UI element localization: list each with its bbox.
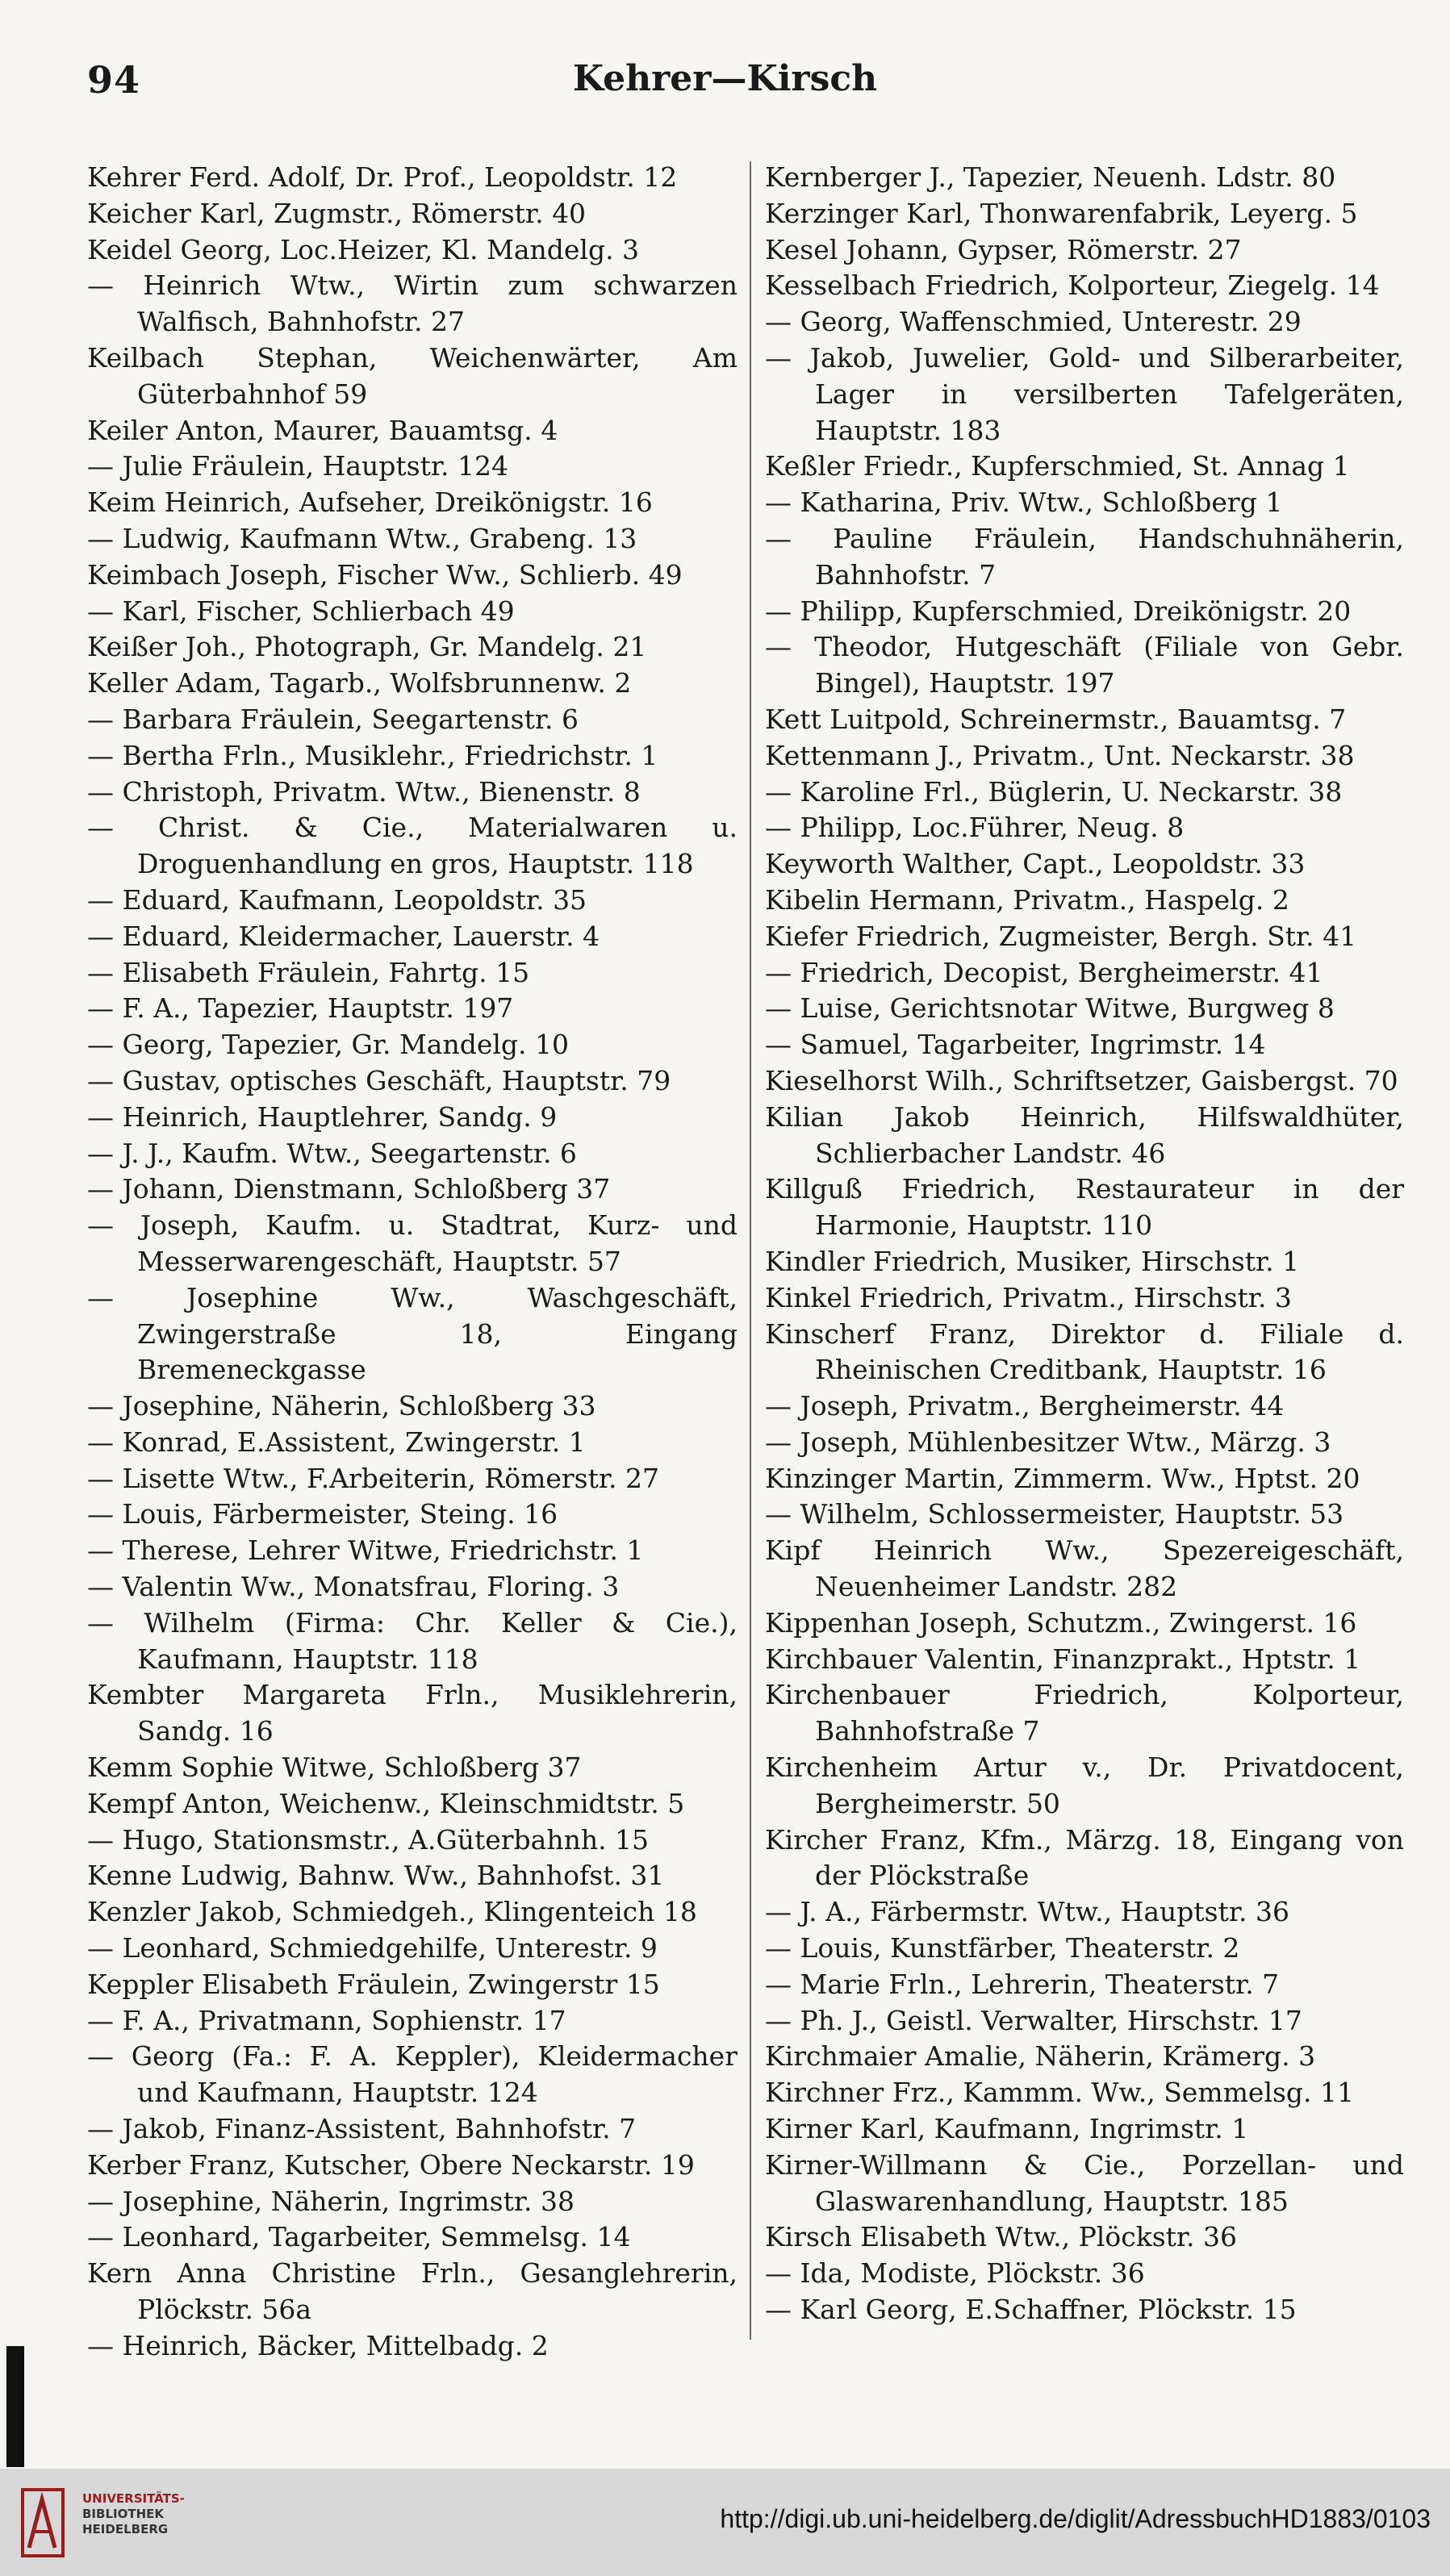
directory-entry: — Elisabeth Fräulein, Fahrtg. 15 — [87, 956, 530, 988]
directory-entry: — Marie Frln., Lehrerin, Theaterstr. 7 — [765, 1968, 1280, 2000]
directory-entry: Kirchmaier Amalie, Näherin, Krämerg. 3 — [765, 2040, 1316, 2073]
directory-entry: — Heinrich Wtw., Wirtin zum schwarzen Walfisch, Bahnhofstr. 27 — [87, 269, 738, 338]
directory-entry: — Wilhelm (Firma: Chr. Keller & Cie.), Kaufmann, Hauptstr. 118 — [87, 1606, 738, 1675]
directory-entry: — Heinrich, Bäcker, Mittelbadg. 2 — [87, 2329, 549, 2361]
directory-entry: Kirchner Frz., Kammm. Ww., Semmelsg. 11 — [765, 2077, 1355, 2109]
directory-entry: — Philipp, Loc.Führer, Neug. 8 — [765, 812, 1185, 844]
directory-entry: Keim Heinrich, Aufseher, Dreikönigstr. 16 — [87, 486, 653, 519]
directory-entry: — Christ. & Cie., Materialwaren u. Droguenhandlung en gros, Hauptstr. 118 — [87, 812, 738, 880]
directory-entry: Kehrer Ferd. Adolf, Dr. Prof., Leopoldstr. 12 — [87, 161, 678, 193]
directory-entry: — Ludwig, Kaufmann Wtw., Grabeng. 13 — [87, 522, 637, 554]
directory-entry: — Therese, Lehrer Witwe, Friedrichstr. 1 — [87, 1534, 644, 1567]
directory-entry: Kirner Karl, Kaufmann, Ingrimstr. 1 — [765, 2113, 1249, 2145]
directory-entry: — Wilhelm, Schlossermeister, Hauptstr. 53 — [765, 1498, 1344, 1530]
directory-entry: — Georg (Fa.: F. A. Keppler), Kleidermacher und Kaufmann, Hauptstr. 124 — [87, 2040, 738, 2109]
directory-entry: Kirchenbauer Friedrich, Kolporteur, Bahnhofstraße 7 — [765, 1679, 1404, 1747]
directory-entry: Keimbach Joseph, Fischer Ww., Schlierb. 49 — [87, 558, 683, 591]
directory-entry: — Eduard, Kleidermacher, Lauerstr. 4 — [87, 920, 600, 952]
directory-entry: — Pauline Fräulein, Handschuhnäherin, Bahnhofstr. 7 — [765, 522, 1404, 591]
directory-entry: — Josephine Ww., Waschgeschäft, Zwingerstraße 18, Eingang Bremeneckgasse — [87, 1281, 738, 1386]
directory-entry: Keicher Karl, Zugmstr., Römerstr. 40 — [87, 197, 587, 229]
page-number: 94 — [87, 58, 141, 102]
directory-entry: Kernberger J., Tapezier, Neuenh. Ldstr. 80 — [765, 161, 1336, 193]
page-header — [0, 58, 1450, 115]
directory-entry: — Louis, Färbermeister, Steing. 16 — [87, 1498, 558, 1530]
directory-entry: Kemm Sophie Witwe, Schloßberg 37 — [87, 1751, 582, 1784]
directory-entry: — Johann, Dienstmann, Schloßberg 37 — [87, 1173, 611, 1205]
directory-entry: Kilian Jakob Heinrich, Hilfswaldhüter, Schlierbacher Landstr. 46 — [765, 1100, 1404, 1169]
directory-entry: — J. A., Färbermstr. Wtw., Hauptstr. 36 — [765, 1896, 1289, 1928]
directory-entry: — Karoline Frl., Büglerin, U. Neckarstr. 38 — [765, 775, 1343, 808]
directory-entry: — Gustav, optisches Geschäft, Hauptstr. 79 — [87, 1064, 671, 1096]
directory-entry: Keißer Joh., Photograph, Gr. Mandelg. 21 — [87, 631, 647, 663]
directory-entry: Kirner-Willmann & Cie., Porzellan- und Glaswarenhandlung, Hauptstr. 185 — [765, 2148, 1404, 2217]
directory-entry: Kenzler Jakob, Schmiedgeh., Klingenteich 18 — [87, 1896, 697, 1928]
directory-entry: Keiler Anton, Maurer, Bauamtsg. 4 — [87, 414, 558, 446]
directory-entry: — Katharina, Priv. Wtw., Schloßberg 1 — [765, 486, 1283, 519]
university-seal-icon — [18, 2483, 74, 2562]
directory-entry: Kesselbach Friedrich, Kolporteur, Ziegelg. 14 — [765, 269, 1380, 302]
directory-entry: Kenne Ludwig, Bahnw. Ww., Bahnhofst. 31 — [87, 1860, 665, 1892]
directory-entry: Kirchbauer Valentin, Finanzprakt., Hptstr. 1 — [765, 1643, 1361, 1675]
directory-entry: — Heinrich, Hauptlehrer, Sandg. 9 — [87, 1100, 558, 1133]
directory-entry: — Theodor, Hutgeschäft (Filiale von Gebr. Bingel), Hauptstr. 197 — [765, 631, 1404, 699]
directory-entry: Kerzinger Karl, Thonwarenfabrik, Leyerg. 5 — [765, 197, 1358, 229]
directory-entry: — Ph. J., Geistl. Verwalter, Hirschstr. 17 — [765, 2004, 1302, 2036]
directory-entry: — Georg, Tapezier, Gr. Mandelg. 10 — [87, 1029, 570, 1061]
directory-entry: Kempf Anton, Weichenw., Kleinschmidtstr. 5 — [87, 1787, 685, 1819]
margin-mark — [6, 2346, 24, 2467]
directory-entry: Killguß Friedrich, Restaurateur in der Harmonie, Hauptstr. 110 — [765, 1173, 1404, 1242]
directory-entry: Kirchenheim Artur v., Dr. Privatdocent, Bergheimerstr. 50 — [765, 1751, 1404, 1819]
directory-entry: Kirsch Elisabeth Wtw., Plöckstr. 36 — [765, 2221, 1238, 2253]
directory-entry: — Konrad, E.Assistent, Zwingerstr. 1 — [87, 1426, 586, 1458]
directory-entry: Kern Anna Christine Frln., Gesanglehrerin, Plöckstr. 56a — [87, 2257, 738, 2326]
directory-entry: Kembter Margareta Frln., Musiklehrerin, Sandg. 16 — [87, 1679, 738, 1747]
directory-entry: — Ida, Modiste, Plöckstr. 36 — [765, 2257, 1145, 2290]
directory-entry: Kinzinger Martin, Zimmerm. Ww., Hptst. 20 — [765, 1462, 1360, 1494]
directory-entry: — Louis, Kunstfärber, Theaterstr. 2 — [765, 1932, 1240, 1964]
directory-entry: Kinscherf Franz, Direktor d. Filiale d. Rheinischen Creditbank, Hauptstr. 16 — [765, 1317, 1404, 1386]
running-head: Kehrer—Kirsch — [572, 58, 878, 99]
library-name: UNIVERSITÄTS- BIBLIOTHEK HEIDELBERG — [82, 2491, 185, 2536]
directory-entry: — Friedrich, Decopist, Bergheimerstr. 41 — [765, 956, 1323, 988]
directory-entry: — F. A., Privatmann, Sophienstr. 17 — [87, 2004, 566, 2036]
directory-entry: — Joseph, Mühlenbesitzer Wtw., Märzg. 3 — [765, 1426, 1331, 1458]
directory-entry: — Samuel, Tagarbeiter, Ingrimstr. 14 — [765, 1029, 1266, 1061]
directory-entry: Kerber Franz, Kutscher, Obere Neckarstr. 19 — [87, 2148, 695, 2181]
directory-entry: Kipf Heinrich Ww., Spezereigeschäft, Neuenheimer Landstr. 282 — [765, 1534, 1404, 1603]
directory-entry: — Hugo, Stationsmstr., A.Güterbahnh. 15 — [87, 1823, 650, 1856]
directory-entry: Kiefer Friedrich, Zugmeister, Bergh. Str. 41 — [765, 920, 1357, 952]
directory-entry: — Valentin Ww., Monatsfrau, Floring. 3 — [87, 1571, 620, 1603]
directory-entry: — Leonhard, Schmiedgehilfe, Unterestr. 9 — [87, 1932, 658, 1964]
directory-entry: Keidel Georg, Loc.Heizer, Kl. Mandelg. 3 — [87, 233, 640, 265]
directory-entry: — Georg, Waffenschmied, Unterestr. 29 — [765, 306, 1302, 338]
directory-entry: — Philipp, Kupferschmied, Dreikönigstr. 20 — [765, 595, 1352, 627]
directory-entry: Kesel Johann, Gypser, Römerstr. 27 — [765, 233, 1242, 265]
viewer-footer — [0, 2469, 1450, 2576]
directory-entry: — Barbara Fräulein, Seegartenstr. 6 — [87, 703, 579, 735]
directory-entry: — Joseph, Privatm., Bergheimerstr. 44 — [765, 1390, 1285, 1422]
directory-entry: Kett Luitpold, Schreinermstr., Bauamtsg. 7 — [765, 703, 1347, 735]
directory-entry: — Luise, Gerichtsnotar Witwe, Burgweg 8 — [765, 992, 1335, 1025]
directory-entry: Keyworth Walther, Capt., Leopoldstr. 33 — [765, 848, 1306, 880]
directory-entry: — Josephine, Näherin, Ingrimstr. 38 — [87, 2185, 575, 2217]
directory-entry: — Joseph, Kaufm. u. Stadtrat, Kurz- und Messerwarengeschäft, Hauptstr. 57 — [87, 1209, 738, 1277]
directory-entry: Keller Adam, Tagarb., Wolfsbrunnenw. 2 — [87, 667, 632, 699]
column-divider — [750, 161, 751, 2340]
directory-entry: Kibelin Hermann, Privatm., Haspelg. 2 — [765, 883, 1289, 916]
directory-entry: Keppler Elisabeth Fräulein, Zwingerstr 15 — [87, 1968, 660, 2000]
directory-entry: — Julie Fräulein, Hauptstr. 124 — [87, 450, 508, 482]
directory-entry: — Karl, Fischer, Schlierbach 49 — [87, 595, 515, 627]
directory-entry: — Eduard, Kaufmann, Leopoldstr. 35 — [87, 883, 587, 916]
directory-entry: — Karl Georg, E.Schaffner, Plöckstr. 15 — [765, 2294, 1297, 2326]
directory-entry: — Bertha Frln., Musiklehr., Friedrichstr. 1 — [87, 739, 658, 771]
directory-entry: — Lisette Wtw., F.Arbeiterin, Römerstr. 27 — [87, 1462, 659, 1494]
directory-entry: — Josephine, Näherin, Schloßberg 33 — [87, 1390, 596, 1422]
directory-entry: — Jakob, Juwelier, Gold- und Silberarbeiter, Lager in versilberten Tafelgeräten, Hauptstr. 183 — [765, 341, 1404, 446]
directory-entry: Kippenhan Joseph, Schutzm., Zwingerst. 16 — [765, 1606, 1357, 1639]
directory-entry: Keilbach Stephan, Weichenwärter, Am Güterbahnhof 59 — [87, 341, 738, 410]
left-column — [87, 160, 738, 2361]
directory-entry: Kircher Franz, Kfm., Märzg. 18, Eingang von der Plöckstraße — [765, 1823, 1404, 1892]
permalink[interactable]: http://digi.ub.uni-heidelberg.de/diglit/AdressbuchHD1883/0103 — [720, 2504, 1431, 2533]
directory-entry: — Jakob, Finanz-Assistent, Bahnhofstr. 7 — [87, 2113, 637, 2145]
directory-entry: Kieselhorst Wilh., Schriftsetzer, Gaisbergst. 70 — [765, 1064, 1398, 1096]
directory-entry: Kettenmann J., Privatm., Unt. Neckarstr. 38 — [765, 739, 1355, 771]
directory-entry: — Leonhard, Tagarbeiter, Semmelsg. 14 — [87, 2221, 631, 2253]
directory-entry: Kindler Friedrich, Musiker, Hirschstr. 1 — [765, 1245, 1300, 1277]
directory-entry: — F. A., Tapezier, Hauptstr. 197 — [87, 992, 514, 1025]
right-column — [765, 160, 1404, 2354]
directory-entry: Keßler Friedr., Kupferschmied, St. Annag 1 — [765, 450, 1350, 482]
directory-entry: Kinkel Friedrich, Privatm., Hirschstr. 3 — [765, 1281, 1292, 1313]
directory-entry: — J. J., Kaufm. Wtw., Seegartenstr. 6 — [87, 1137, 577, 1169]
directory-entry: — Christoph, Privatm. Wtw., Bienenstr. 8 — [87, 775, 641, 808]
